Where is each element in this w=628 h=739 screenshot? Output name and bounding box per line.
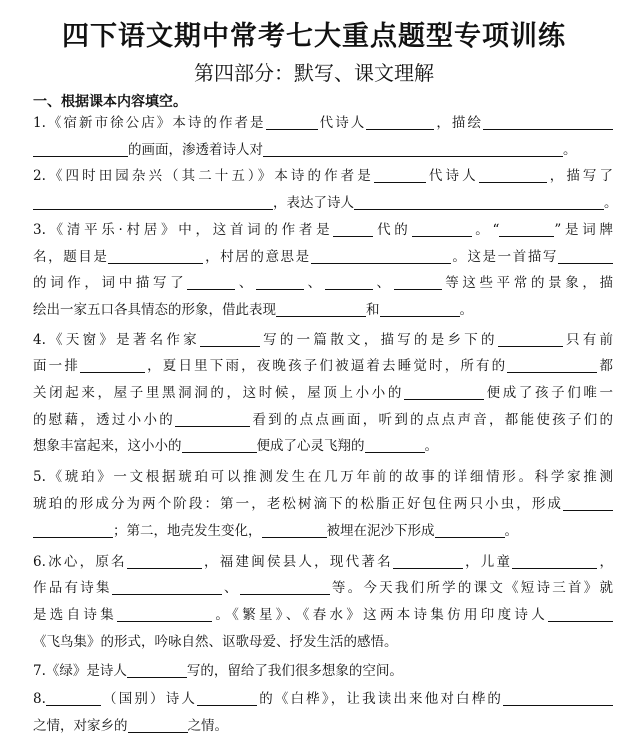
fill-in-blank[interactable] bbox=[240, 578, 330, 595]
line-text: ，描写了 bbox=[546, 168, 613, 184]
fill-in-blank[interactable] bbox=[404, 383, 484, 400]
line-text: ，表达了诗人 bbox=[273, 195, 354, 211]
exercise-line bbox=[33, 576, 613, 601]
line-text: ， bbox=[597, 554, 614, 570]
line-text: 代的 bbox=[373, 222, 412, 238]
line-text: 的画面，渗透着诗人对 bbox=[128, 142, 263, 158]
fill-in-blank[interactable] bbox=[548, 605, 613, 622]
line-text: 等。今天我们所学的课文《短诗三首》就 bbox=[329, 580, 614, 596]
line-text: 4.《天窗》是著名作家 bbox=[33, 332, 200, 348]
line-text: 。 bbox=[604, 195, 618, 211]
line-text: 面一排 bbox=[33, 358, 80, 374]
fill-in-blank[interactable] bbox=[108, 247, 203, 264]
exercise-line bbox=[33, 218, 613, 243]
line-text: 都 bbox=[597, 358, 614, 374]
fill-in-blank[interactable] bbox=[325, 273, 373, 290]
fill-in-blank[interactable] bbox=[354, 193, 604, 210]
line-text: 被埋在泥沙下形成 bbox=[326, 523, 435, 539]
exercise-line bbox=[33, 603, 613, 628]
line-text: 是选自诗集 bbox=[33, 607, 118, 623]
line-text: 名，题目是 bbox=[33, 249, 109, 265]
line-text: 、 bbox=[235, 275, 257, 291]
fill-in-blank[interactable] bbox=[503, 689, 613, 706]
line-text: 关闭起来，屋子里黑洞洞的，这时候，屋顶上小小的 bbox=[33, 385, 404, 401]
line-text: 《飞鸟集》的形式，吟咏自然、讴歌母爱、抒发生活的感悟。 bbox=[33, 634, 398, 650]
fill-in-blank[interactable] bbox=[117, 605, 212, 622]
line-text: 之情。 bbox=[187, 718, 228, 734]
exercise-line bbox=[33, 328, 613, 353]
line-text: 代诗人 bbox=[425, 168, 479, 184]
exercise-line bbox=[33, 111, 613, 136]
line-text: 2.《四时田园杂兴（其二十五）》本诗的作者是 bbox=[33, 168, 374, 184]
line-text: 的慰藉，透过小小的 bbox=[33, 412, 176, 428]
section-heading: 一、根据课本内容填空。 bbox=[33, 94, 187, 110]
line-text: 、 bbox=[372, 275, 394, 291]
fill-in-blank[interactable] bbox=[276, 300, 366, 317]
fill-in-blank[interactable] bbox=[507, 356, 597, 373]
exercise-line bbox=[33, 164, 613, 189]
fill-in-blank[interactable] bbox=[366, 113, 434, 130]
line-text: 便成了孩子们唯一 bbox=[483, 385, 614, 401]
line-text: 的词作，词中描写了 bbox=[33, 275, 188, 291]
line-text: ，夏日里下雨，夜晚孩子们被逼着去睡觉时，所有的 bbox=[144, 358, 508, 374]
exercise-line bbox=[33, 687, 613, 712]
fill-in-blank[interactable] bbox=[33, 193, 273, 210]
fill-in-blank[interactable] bbox=[499, 220, 554, 237]
line-text: 和 bbox=[366, 302, 380, 318]
fill-in-blank[interactable] bbox=[374, 166, 426, 183]
line-text: 、 bbox=[304, 275, 325, 291]
line-text: 想象丰富起来，这小小的 bbox=[33, 438, 182, 454]
fill-in-blank[interactable] bbox=[128, 716, 188, 733]
fill-in-blank[interactable] bbox=[393, 552, 463, 569]
fill-in-blank[interactable] bbox=[127, 552, 202, 569]
fill-in-blank[interactable] bbox=[483, 113, 613, 130]
exercise-line bbox=[33, 408, 613, 433]
line-text: 绘出一家五口各具情态的形象，借此表现 bbox=[33, 302, 276, 318]
line-text: ”是词牌 bbox=[554, 222, 614, 238]
exercise-line bbox=[33, 138, 613, 163]
fill-in-blank[interactable] bbox=[558, 247, 613, 264]
exercise-line bbox=[33, 714, 613, 739]
line-text: 3.《清平乐·村居》中，这首词的作者是 bbox=[33, 222, 334, 238]
line-text: 。 bbox=[563, 142, 577, 158]
exercise-line bbox=[33, 271, 613, 296]
fill-in-blank[interactable] bbox=[80, 356, 145, 373]
exercise-line bbox=[33, 659, 613, 684]
line-text: ，儿童 bbox=[462, 554, 513, 570]
line-text: 代诗人 bbox=[317, 115, 367, 131]
line-text: 。这是一首描写 bbox=[450, 249, 559, 265]
fill-in-blank[interactable] bbox=[200, 330, 260, 347]
line-text: 。《繁星》、《春水》这两本诗集仿用印度诗人 bbox=[212, 607, 549, 623]
fill-in-blank[interactable] bbox=[479, 166, 547, 183]
fill-in-blank[interactable] bbox=[127, 661, 187, 678]
line-text: 之情，对家乡的 bbox=[33, 718, 128, 734]
fill-in-blank[interactable] bbox=[33, 140, 128, 157]
fill-in-blank[interactable] bbox=[33, 521, 113, 538]
fill-in-blank[interactable] bbox=[263, 140, 563, 157]
exercise-line bbox=[33, 630, 613, 655]
line-text: 写的一篇散文，描写的是乡下的 bbox=[259, 332, 498, 348]
line-text: 等这些平常的景象，描 bbox=[441, 275, 614, 291]
line-text: 作品有诗集 bbox=[33, 580, 112, 596]
line-text: 看到的点点画面，听到的点点声音，都能使孩子们的 bbox=[250, 412, 613, 428]
fill-in-blank[interactable] bbox=[112, 578, 222, 595]
line-text: 6.冰心，原名 bbox=[33, 554, 127, 570]
line-text: 。“ bbox=[471, 222, 500, 238]
fill-in-blank[interactable] bbox=[333, 220, 373, 237]
fill-in-blank[interactable] bbox=[512, 552, 597, 569]
exercise-line bbox=[33, 550, 613, 575]
fill-in-blank[interactable] bbox=[394, 273, 442, 290]
exercise-line bbox=[33, 465, 613, 490]
line-text: ；第二，地壳发生变化， bbox=[113, 523, 262, 539]
line-text: 7.《绿》是诗人 bbox=[33, 663, 127, 679]
line-text: ，描绘 bbox=[434, 115, 484, 131]
line-text: 便成了心灵飞翔的 bbox=[256, 438, 365, 454]
line-text: 1.《宿新市徐公店》本诗的作者是 bbox=[33, 115, 266, 131]
fill-in-blank[interactable] bbox=[311, 247, 451, 264]
exercise-line bbox=[33, 492, 613, 517]
line-text: ，村居的意思是 bbox=[203, 249, 311, 265]
line-text: 只有前 bbox=[562, 332, 613, 348]
fill-in-blank[interactable] bbox=[380, 300, 460, 317]
line-text: 、 bbox=[221, 580, 240, 596]
exercise-line bbox=[33, 434, 613, 459]
line-text: 5.《琥珀》一文根据琥珀可以推测发生在几万年前的故事的详细情形。科学家推测 bbox=[33, 469, 613, 485]
fill-in-blank[interactable] bbox=[498, 330, 563, 347]
line-text: 。 bbox=[504, 523, 518, 539]
exercise-line bbox=[33, 245, 613, 270]
fill-in-blank[interactable] bbox=[563, 494, 613, 511]
fill-in-blank[interactable] bbox=[412, 220, 472, 237]
fill-in-blank[interactable] bbox=[182, 436, 257, 453]
fill-in-blank[interactable] bbox=[262, 521, 327, 538]
exercise-line bbox=[33, 519, 613, 544]
line-text: 的《白桦》，让我读出来他对白桦的 bbox=[257, 691, 504, 707]
fill-in-blank[interactable] bbox=[365, 436, 425, 453]
line-text: 。 bbox=[424, 438, 438, 454]
exercise-line bbox=[33, 354, 613, 379]
line-text: 写的，留给了我们很多想象的空间。 bbox=[186, 663, 403, 679]
line-text: 琥珀的形成分为两个阶段：第一，老松树滴下的松脂正好包住两只小虫，形成 bbox=[33, 496, 563, 512]
exercise-line bbox=[33, 298, 613, 323]
line-text: 。 bbox=[459, 302, 473, 318]
page-title: 四下语文期中常考七大重点题型专项训练 bbox=[62, 21, 566, 52]
exercise-line bbox=[33, 381, 613, 406]
line-text: 8. bbox=[33, 691, 46, 707]
line-text: （国别）诗人 bbox=[100, 691, 198, 707]
fill-in-blank[interactable] bbox=[266, 113, 318, 130]
fill-in-blank[interactable] bbox=[187, 273, 235, 290]
exercise-line bbox=[33, 191, 618, 216]
fill-in-blank[interactable] bbox=[175, 410, 250, 427]
fill-in-blank[interactable] bbox=[46, 689, 101, 706]
line-text: ，福建闽侯县人，现代著名 bbox=[201, 554, 393, 570]
page-subtitle: 第四部分：默写、课文理解 bbox=[194, 61, 434, 85]
fill-in-blank[interactable] bbox=[197, 689, 257, 706]
fill-in-blank[interactable] bbox=[256, 273, 304, 290]
fill-in-blank[interactable] bbox=[435, 521, 505, 538]
